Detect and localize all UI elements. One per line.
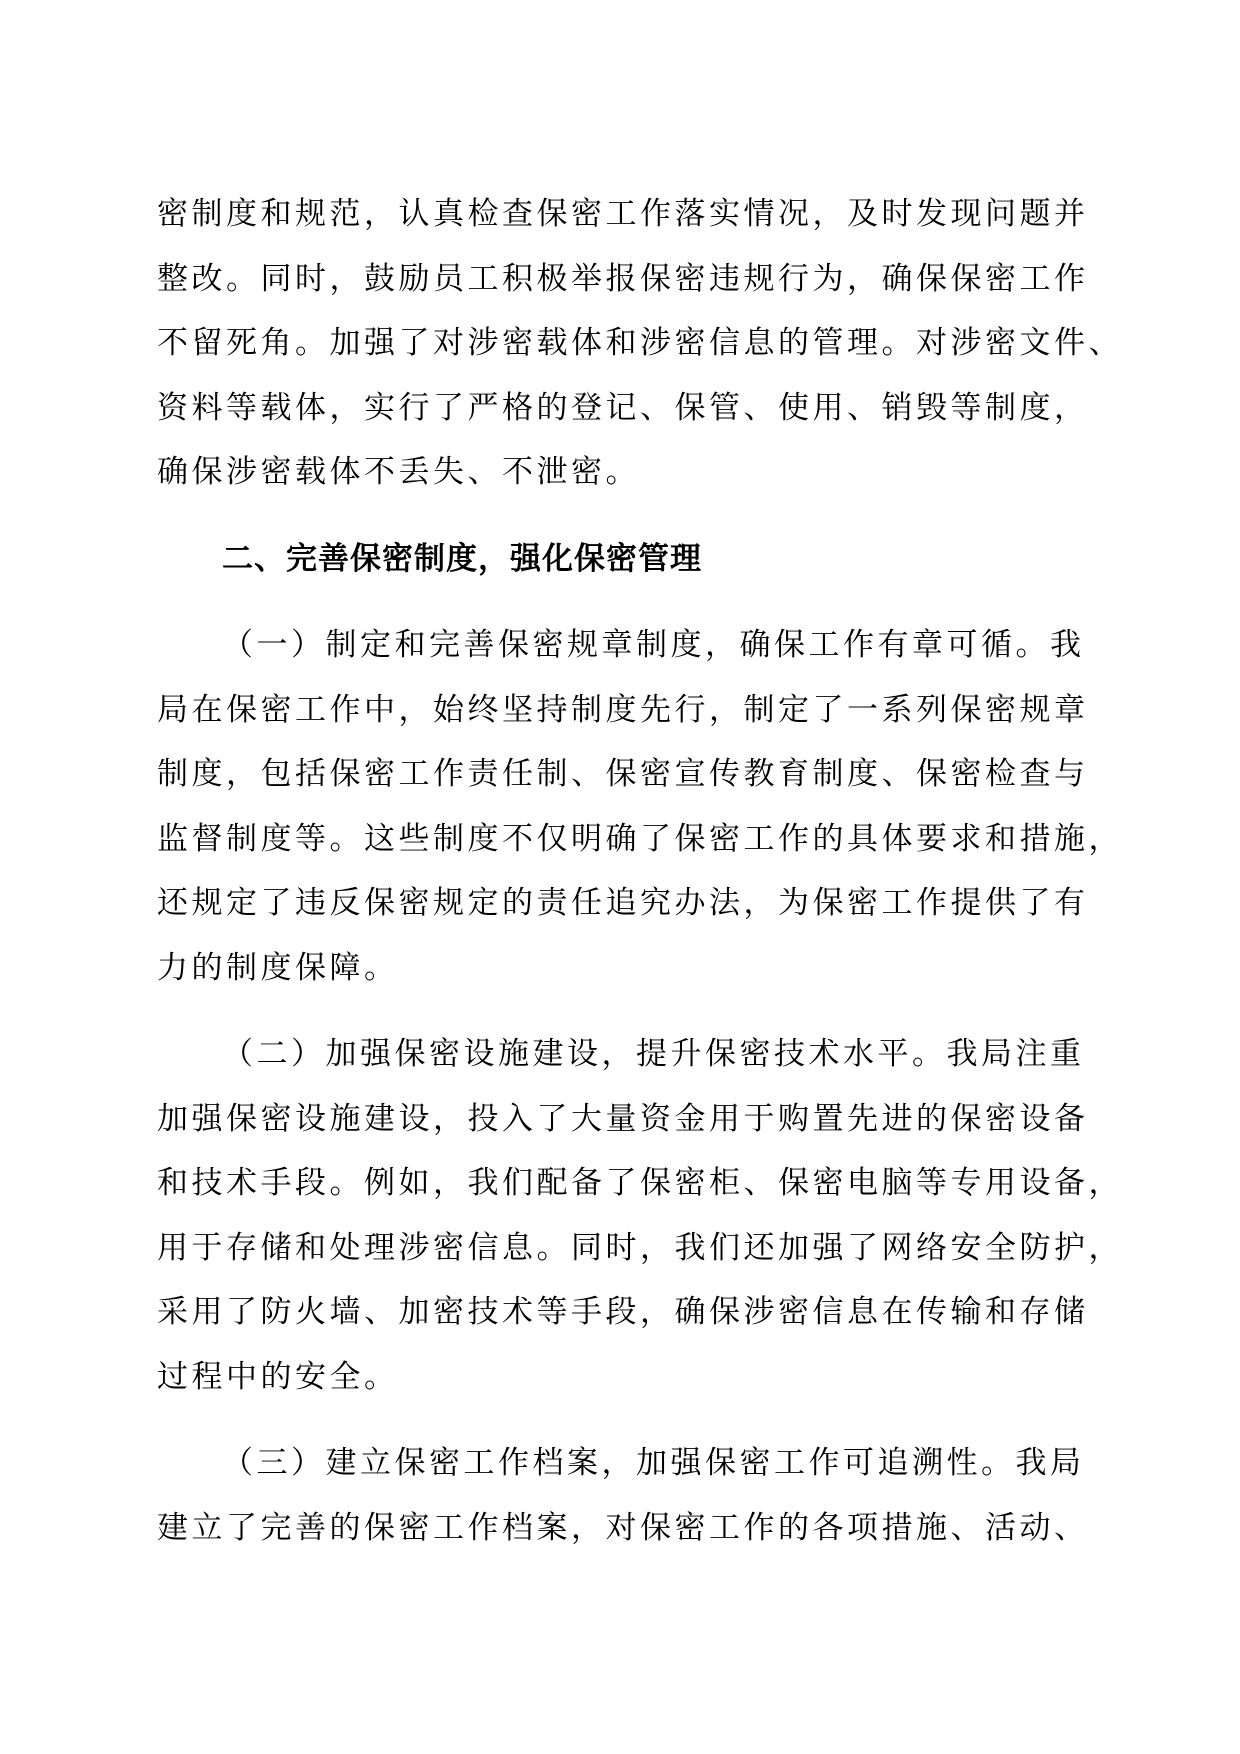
body-text-line: 确保涉密载体不丢失、不泄密。 [157,454,640,490]
body-text-line: 用于存储和处理涉密信息。同时，我们还加强了网络安全防护， [157,1230,1123,1266]
body-text-line: 资料等载体，实行了严格的登记、保管、使用、销毁等制度， [157,390,1089,426]
body-text-line: （二）加强保密设施建设，提升保密技术水平。我局注重 [222,1036,1085,1072]
body-text-line: 密制度和规范，认真检查保密工作落实情况，及时发现问题并 [157,196,1089,232]
body-text-line: 采用了防火墙、加密技术等手段，确保涉密信息在传输和存储 [157,1294,1089,1330]
body-text-line: 和技术手段。例如，我们配备了保密柜、保密电脑等专用设备， [157,1165,1123,1201]
body-text-line: 监督制度等。这些制度不仅明确了保密工作的具体要求和措施， [157,821,1123,857]
body-text-line: （一）制定和完善保密规章制度，确保工作有章可循。我 [222,627,1085,663]
body-text-line: 加强保密设施建设，投入了大量资金用于购置先进的保密设备 [157,1101,1089,1137]
body-text-line: 不留死角。加强了对涉密载体和涉密信息的管理。对涉密文件、 [157,325,1123,361]
body-text-line: 建立了完善的保密工作档案，对保密工作的各项措施、活动、 [157,1510,1089,1546]
body-text-line: 还规定了违反保密规定的责任追究办法，为保密工作提供了有 [157,885,1089,921]
body-text-line: 整改。同时，鼓励员工积极举报保密违规行为，确保保密工作 [157,261,1089,297]
body-text-line: 过程中的安全。 [157,1359,399,1395]
body-text-line: 局在保密工作中，始终坚持制度先行，制定了一系列保密规章 [157,692,1089,728]
body-text-line: 制度，包括保密工作责任制、保密宣传教育制度、保密检查与 [157,756,1089,792]
section-heading: 二、完善保密制度，强化保密管理 [222,541,702,577]
body-text-line: （三）建立保密工作档案，加强保密工作可追溯性。我局 [222,1445,1085,1481]
body-text-line: 力的制度保障。 [157,950,399,986]
